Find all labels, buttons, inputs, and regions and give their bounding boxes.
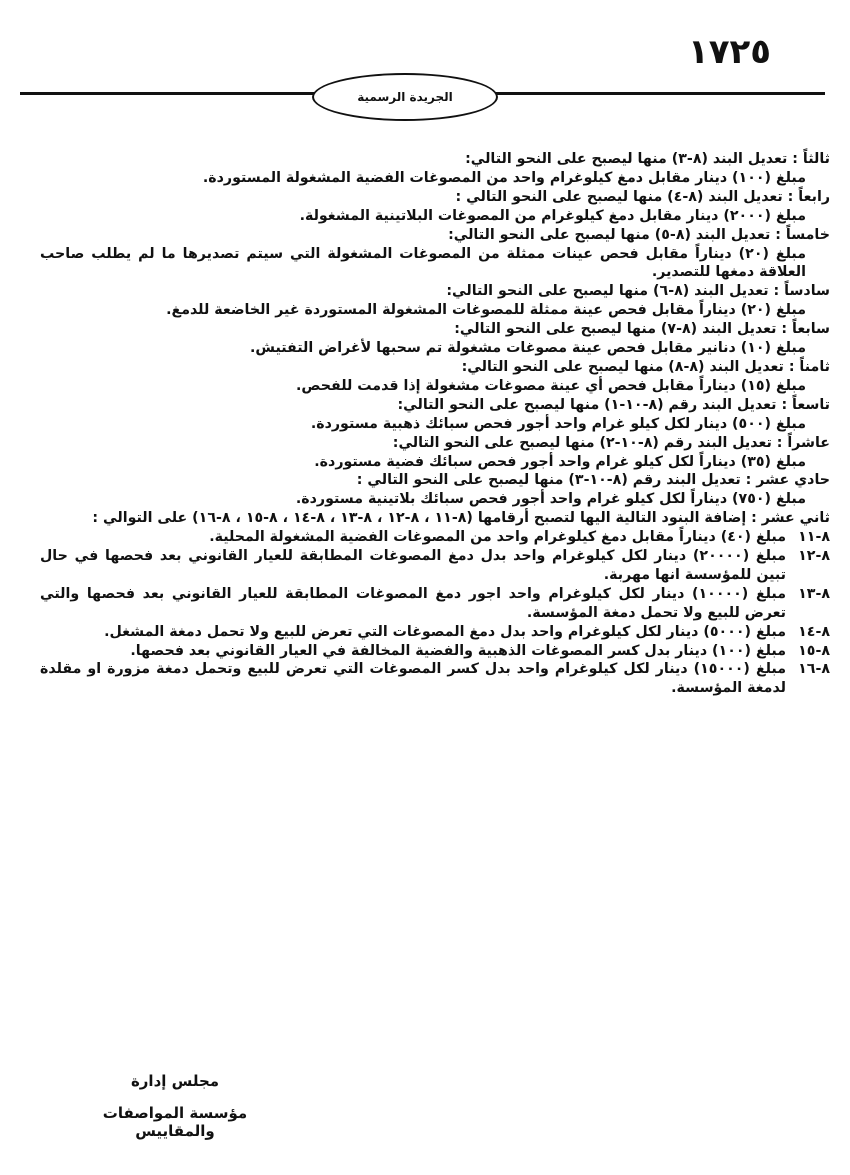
masthead-title: الجريدة الرسمية [357,90,453,104]
signature-line-board: مجلس إدارة [130,1072,220,1090]
clause-heading: عاشراً : تعديل البند رقم (٨-١٠-٢) منها ليصبح على النحو التالي: [392,434,830,451]
document-body [40,150,830,698]
clause-text: مبلغ (٢٠٠٠) دينار مقابل دمغ كيلوغرام من المصوغات البلاتينية المشغولة. [299,207,806,224]
item-text: مبلغ (٢٠٠٠٠) دينار لكل كيلوغرام واحد بدل دمغ المصوغات المطابقة للعيار القانوني بعد فحصها في حال تبين للمؤسسة انها مهربة. [40,548,786,583]
page-number: ١٧٢٥ [688,32,772,72]
item-text: مبلغ (١٥٠٠٠) دينار لكل كيلوغرام واحد بدل كسر المصوغات التي تعرض للبيع وتحمل دمغة مزورة او مقلدة لدمغة المؤسسة. [40,661,786,697]
clause-text: مبلغ (١٠) دنانير مقابل فحص عينة مصوغات مشغولة تم سحبها لأغراض التفتيش. [250,340,806,357]
item-number: ٨-١٦ [798,661,830,678]
clause-text: مبلغ (١٥) ديناراً مقابل فحص أي عينة مصوغات مشغولة إذا قدمت للفحص. [296,377,806,394]
clause-heading: رابعاً : تعديل البند (٨-٤) منها ليصبح على النحو التالي : [455,188,830,205]
item-text: مبلغ (٥٠٠٠) دينار لكل كيلوغرام واحد بدل دمغ المصوغات التي تعرض للبيع ولا تحمل دمغة المشغل. [104,623,786,640]
clause-text: مبلغ (٢٠) ديناراً مقابل فحص عينة ممثلة للمصوغات المشغولة المستوردة غير الخاضعة للدمغ. [166,302,806,319]
item-number: ٨-١٥ [798,642,830,659]
clause-heading: ثاني عشر : إضافة البنود التالية اليها لتصبح أرقامها (٨-١١ ، ٨-١٢ ، ٨-١٣ ، ٨-١٤ ، ٨-١٥ ، ٨-١٦) على التوالي : [92,510,830,527]
list-item [40,623,830,642]
item-number: ٨-١٢ [798,548,830,565]
item-text: مبلغ (١٠٠) دينار بدل كسر المصوغات الذهبية والفضية المخالفة في العيار القانوني بعد فحصها. [130,642,786,659]
clause-heading: سابعاً : تعديل البند (٨-٧) منها ليصبح على النحو التالي: [454,321,830,338]
clause-heading: خامساً : تعديل البند (٨-٥) منها ليصبح على النحو التالي: [448,226,830,243]
clause-text: مبلغ (٥٠٠) دينار لكل كيلو غرام واحد أجور فحص سبائك ذهبية مستوردة. [310,415,806,432]
clause-text: مبلغ (٧٥٠) ديناراً لكل كيلو غرام واحد أجور فحص سبائك بلاتينية مستوردة. [295,491,806,508]
clause-7 [40,320,830,358]
list-item [40,547,830,585]
clause-4 [40,188,830,226]
list-item [40,585,830,623]
masthead-oval [312,73,498,121]
clause-heading: سادساً : تعديل البند (٨-٦) منها ليصبح على النحو التالي: [446,283,830,300]
clause-8 [40,358,830,396]
clause-5 [40,226,830,283]
item-number: ٨-١٣ [798,585,830,602]
clause-heading: ثالثاً : تعديل البند (٨-٣) منها ليصبح على النحو التالي: [465,151,830,167]
clause-text: مبلغ (٢٠) ديناراً مقابل فحص عينات ممثلة من المصوغات المشغولة التي سيتم تصديرها ما لم يطلب صاحب العلاقة دمغها للتصدير. [40,245,806,281]
item-text: مبلغ (١٠٠٠٠) دينار لكل كيلوغرام واحد اجور دمغ المصوغات المطابقة للعيار القانوني بعد فحصها والتي تعرض للبيع ولا تحمل دمغة المؤسسة. [40,585,787,621]
clause-heading: ثامناً : تعديل البند (٨-٨) منها ليصبح على النحو التالي: [461,358,830,375]
clause-heading: حادي عشر : تعديل البند رقم (٨-١٠-٣) منها ليصبح على النحو التالي : [356,472,830,489]
clause-10 [40,434,830,472]
clause-text: مبلغ (١٠٠) دينار مقابل دمغ كيلوغرام واحد من المصوغات الفضية المشغولة المستوردة. [202,169,806,186]
clause-3 [40,150,830,188]
clause-heading: تاسعاً : تعديل البند رقم (٨-١٠-١) منها ليصبح على النحو التالي: [397,396,830,413]
item-text: مبلغ (٤٠) ديناراً مقابل دمغ كيلوغرام واحد من المصوغات الفضية المشغولة المحلية. [209,529,786,546]
signature-line-institution: مؤسسة المواصفات والمقاييس [102,1104,248,1140]
clause-text: مبلغ (٣٥) ديناراً لكل كيلو غرام واحد أجور فحص سبائك فضية مستوردة. [314,453,806,470]
clause-9 [40,396,830,434]
list-item [40,528,830,547]
clause-11 [40,471,830,509]
new-items-list [40,528,830,698]
clause-12 [40,509,830,528]
item-number: ٨-١١ [798,529,830,546]
item-number: ٨-١٤ [798,623,830,640]
signature-block [90,1072,260,1140]
clause-6 [40,282,830,320]
list-item [40,642,830,661]
list-item [40,660,830,698]
